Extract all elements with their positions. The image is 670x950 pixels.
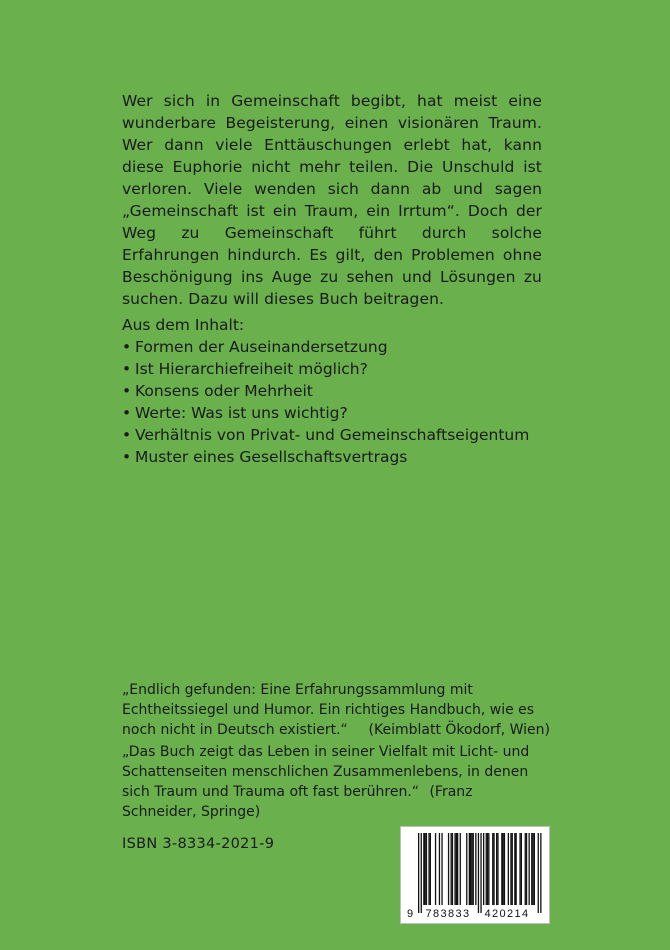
list-item	[122, 336, 552, 358]
list-item-label: Ist Hierarchiefreiheit möglich?	[135, 360, 368, 378]
barcode-bar	[435, 833, 436, 905]
barcode-bar	[497, 833, 498, 905]
list-item-label: Verhältnis von Privat- und Gemeinschaftseigentum	[135, 426, 530, 444]
barcode-bar	[493, 833, 494, 905]
quote-text: „Das Buch zeigt das Leben in seiner Vielfalt mit Licht- und Schattenseiten menschlichen Zusammenlebens, in denen sich Traum und Trauma oft fast berühren.“	[122, 744, 530, 800]
barcode-bar	[475, 833, 476, 905]
barcode-bar	[418, 833, 419, 913]
bullet-icon: •	[122, 360, 132, 378]
barcode-bar	[486, 833, 487, 905]
barcode-bar	[483, 833, 484, 905]
barcode-bar	[439, 833, 440, 905]
barcode-bar	[456, 833, 457, 905]
barcode-bars	[418, 833, 542, 913]
barcode-graphic	[401, 827, 549, 923]
barcode-bar	[514, 833, 515, 905]
barcode-bar	[488, 833, 489, 905]
barcode-bar	[473, 833, 474, 905]
barcode-bar	[504, 833, 505, 905]
barcode-bar	[531, 833, 532, 905]
barcode-bar	[466, 833, 467, 905]
barcode-bar	[512, 833, 513, 905]
barcode-bar	[448, 833, 449, 905]
barcode-bar	[519, 833, 520, 905]
barcode-bar	[452, 833, 453, 905]
barcode	[400, 826, 550, 924]
list-item-label: Konsens oder Mehrheit	[135, 382, 313, 400]
barcode-bar	[526, 833, 527, 905]
barcode-bar	[540, 833, 541, 913]
barcode-bar	[534, 833, 535, 905]
barcode-bar	[532, 833, 533, 905]
barcode-bar	[496, 833, 497, 905]
barcode-bar	[426, 833, 427, 905]
barcode-bar	[538, 833, 539, 913]
contents-heading: Aus dem Inhalt:	[122, 316, 245, 334]
barcode-bar	[441, 833, 442, 905]
barcode-bar	[423, 833, 424, 905]
barcode-bar	[480, 833, 481, 913]
quote-source: (Franz Schneider, Springe)	[122, 784, 473, 820]
barcode-bar	[471, 833, 472, 905]
barcode-bar	[516, 833, 517, 905]
barcode-bar	[503, 833, 504, 905]
list-item	[122, 358, 552, 380]
list-item-label: Werte: Was ist uns wichtig?	[135, 404, 348, 422]
bullet-icon: •	[122, 448, 132, 466]
barcode-bar	[510, 833, 511, 905]
barcode-bar	[521, 833, 522, 905]
barcode-bar	[454, 833, 455, 905]
barcode-bar	[501, 833, 502, 905]
bullet-icon: •	[122, 338, 132, 356]
barcode-bar	[492, 833, 493, 905]
bullet-icon: •	[122, 382, 132, 400]
barcode-bar	[451, 833, 452, 905]
barcode-bar	[478, 833, 479, 913]
barcode-bar	[529, 833, 530, 905]
bullet-icon: •	[122, 404, 132, 422]
list-item	[122, 380, 552, 402]
contents-section	[122, 314, 552, 468]
barcode-bar	[487, 833, 488, 905]
quote-text: „Endlich gefunden: Eine Erfahrungssammlung mit Echtheitssiegel und Humor. Ein richtiges Handbuch, wie es noch nicht in Deutsch existiert.“	[122, 682, 535, 738]
list-item	[122, 424, 552, 446]
barcode-bar	[430, 833, 431, 905]
barcode-left-digits: 783833	[425, 908, 471, 920]
barcode-lead-digit: 9	[406, 908, 414, 920]
barcode-bar	[428, 833, 429, 905]
quote-source: (Keimblatt Ökodorf, Wien)	[368, 722, 550, 738]
barcode-bar	[508, 833, 509, 905]
list-item	[122, 446, 552, 468]
barcode-bar	[425, 833, 426, 905]
isbn-number: ISBN 3-8334-2021-9	[122, 836, 275, 852]
list-item-label: Formen der Auseinandersetzung	[135, 338, 388, 356]
bullet-icon: •	[122, 426, 132, 444]
list-item	[122, 402, 552, 424]
list-item-label: Muster eines Gesellschaftsvertrags	[135, 448, 408, 466]
blurb-text: Wer sich in Gemeinschaft begibt, hat meist eine wunderbare Begeisterung, einen visionären Traum. Wer dann viele Enttäuschungen erlebt hat, kann diese Euphorie nicht mehr teilen. Die Unschuld ist verloren. Viele wenden sich dann ab und sagen „Gemeinschaft ist ein Traum, ein Irrtum“. Doch der Weg zu Gemeinschaft führt durch solche Erfahrungen hindurch. Es gilt, den Problemen ohne Beschönigung ins Auge zu sehen und Lösungen zu suchen. Dazu will dieses Buch beitragen.	[122, 92, 542, 308]
barcode-bar	[469, 833, 470, 905]
barcode-right-digits: 420214	[484, 908, 530, 920]
barcode-bar	[460, 833, 461, 905]
barcode-bar	[470, 833, 471, 905]
review-quote	[122, 742, 550, 822]
contents-list	[122, 336, 552, 468]
barcode-bar	[525, 833, 526, 905]
barcode-bar	[421, 833, 422, 913]
review-quote	[122, 680, 550, 740]
barcode-bar	[457, 833, 458, 905]
